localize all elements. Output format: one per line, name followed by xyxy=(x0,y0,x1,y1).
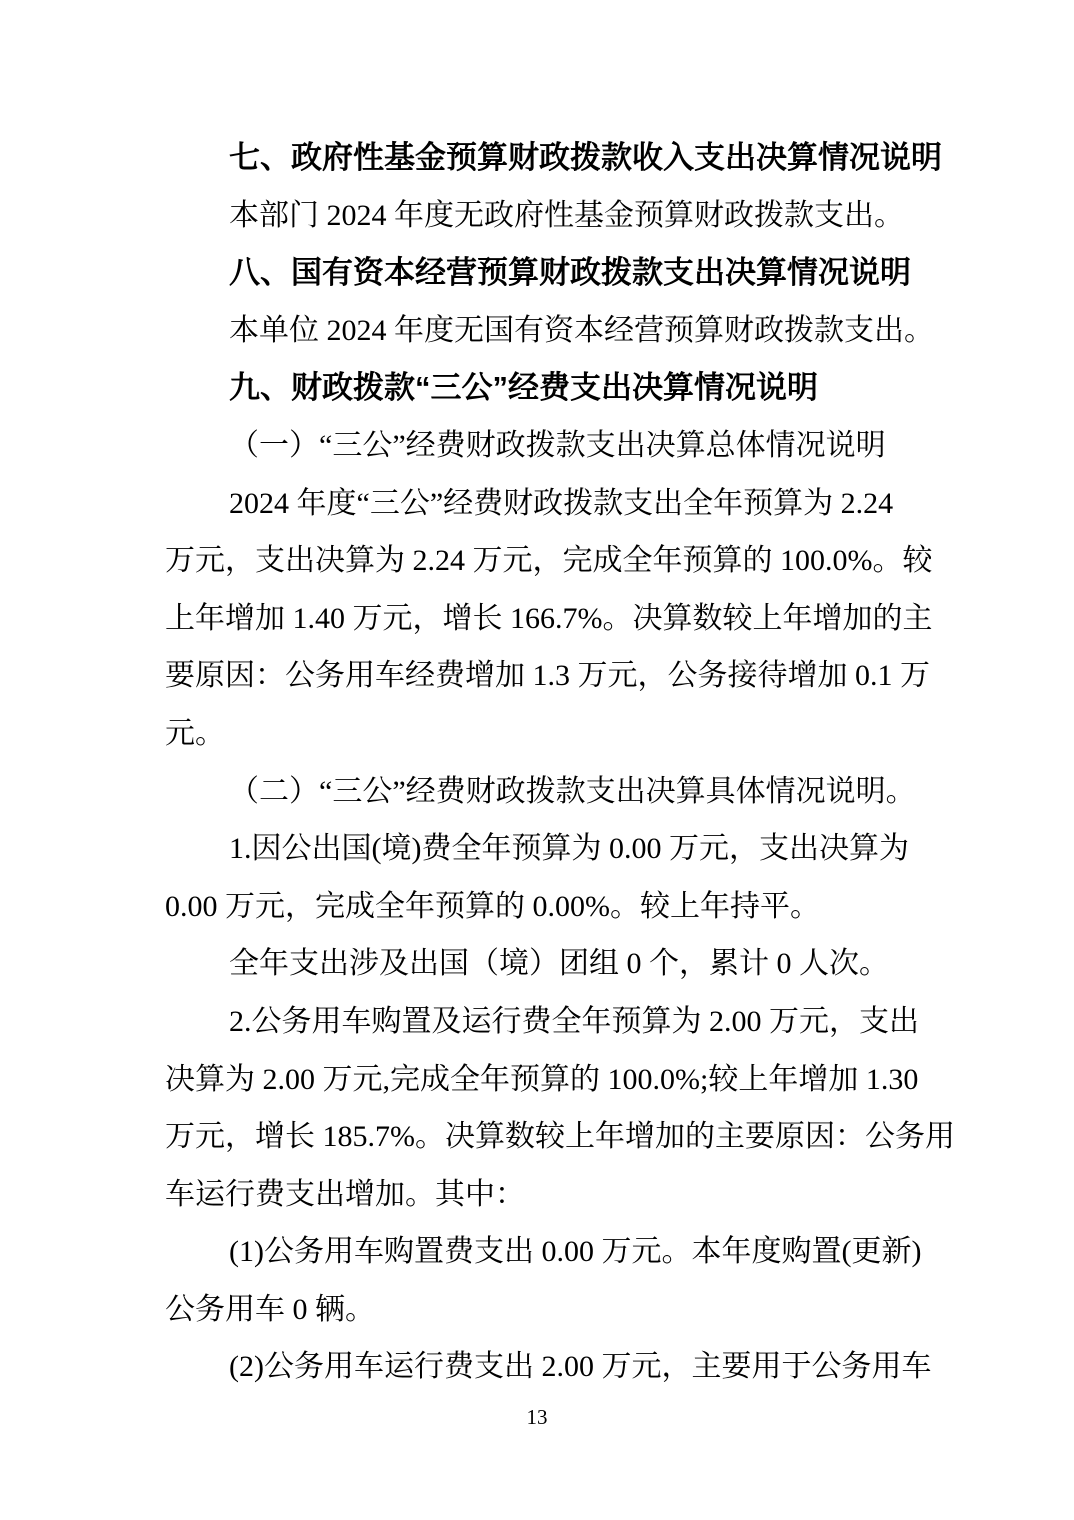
text-line: 上年增加 1.40 万元，增长 166.7%。决算数较上年增加的主 xyxy=(165,601,933,635)
document-content xyxy=(165,129,955,1396)
text-line: 车运行费支出增加。其中： xyxy=(165,1177,525,1211)
text-line: 全年支出涉及出国（境）团组 0 个，累计 0 人次。 xyxy=(229,947,889,981)
heading-line: 九、财政拨款“三公”经费支出决算情况说明 xyxy=(229,370,818,406)
text-line: 决算为 2.00 万元,完成全年预算的 100.0%;较上年增加 1.30 xyxy=(165,1062,919,1096)
text-line: （二）“三公”经费财政拨款支出决算具体情况说明。 xyxy=(229,774,916,808)
text-line: (2)公务用车运行费支出 2.00 万元，主要用于公务用车 xyxy=(229,1350,932,1384)
text-line: 要原因：公务用车经费增加 1.3 万元，公务接待增加 0.1 万 xyxy=(165,659,930,693)
text-line: 1.因公出国(境)费全年预算为 0.00 万元，支出决算为 xyxy=(229,832,909,866)
text-line: 元。 xyxy=(165,716,225,750)
text-line: 万元，增长 185.7%。决算数较上年增加的主要原因：公务用 xyxy=(165,1120,955,1154)
text-line: 本部门 2024 年度无政府性基金预算财政拨款支出。 xyxy=(229,198,904,232)
page-number: 13 xyxy=(526,1405,548,1429)
text-line: 万元，支出决算为 2.24 万元，完成全年预算的 100.0%。较 xyxy=(165,544,933,578)
text-line: 0.00 万元，完成全年预算的 0.00%。较上年持平。 xyxy=(165,889,820,923)
text-line: 本单位 2024 年度无国有资本经营预算财政拨款支出。 xyxy=(229,313,934,347)
text-line: 2024 年度“三公”经费财政拨款支出全年预算为 2.24 xyxy=(229,486,894,520)
heading-line: 八、国有资本经营预算财政拨款支出决算情况说明 xyxy=(229,255,911,291)
text-line: 2.公务用车购置及运行费全年预算为 2.00 万元，支出 xyxy=(229,1004,919,1038)
heading-line: 七、政府性基金预算财政拨款收入支出决算情况说明 xyxy=(229,140,942,175)
text-line: （一）“三公”经费财政拨款支出决算总体情况说明 xyxy=(229,428,886,462)
text-line: (1)公务用车购置费支出 0.00 万元。本年度购置(更新) xyxy=(229,1235,922,1269)
text-line: 公务用车 0 辆。 xyxy=(165,1292,375,1326)
